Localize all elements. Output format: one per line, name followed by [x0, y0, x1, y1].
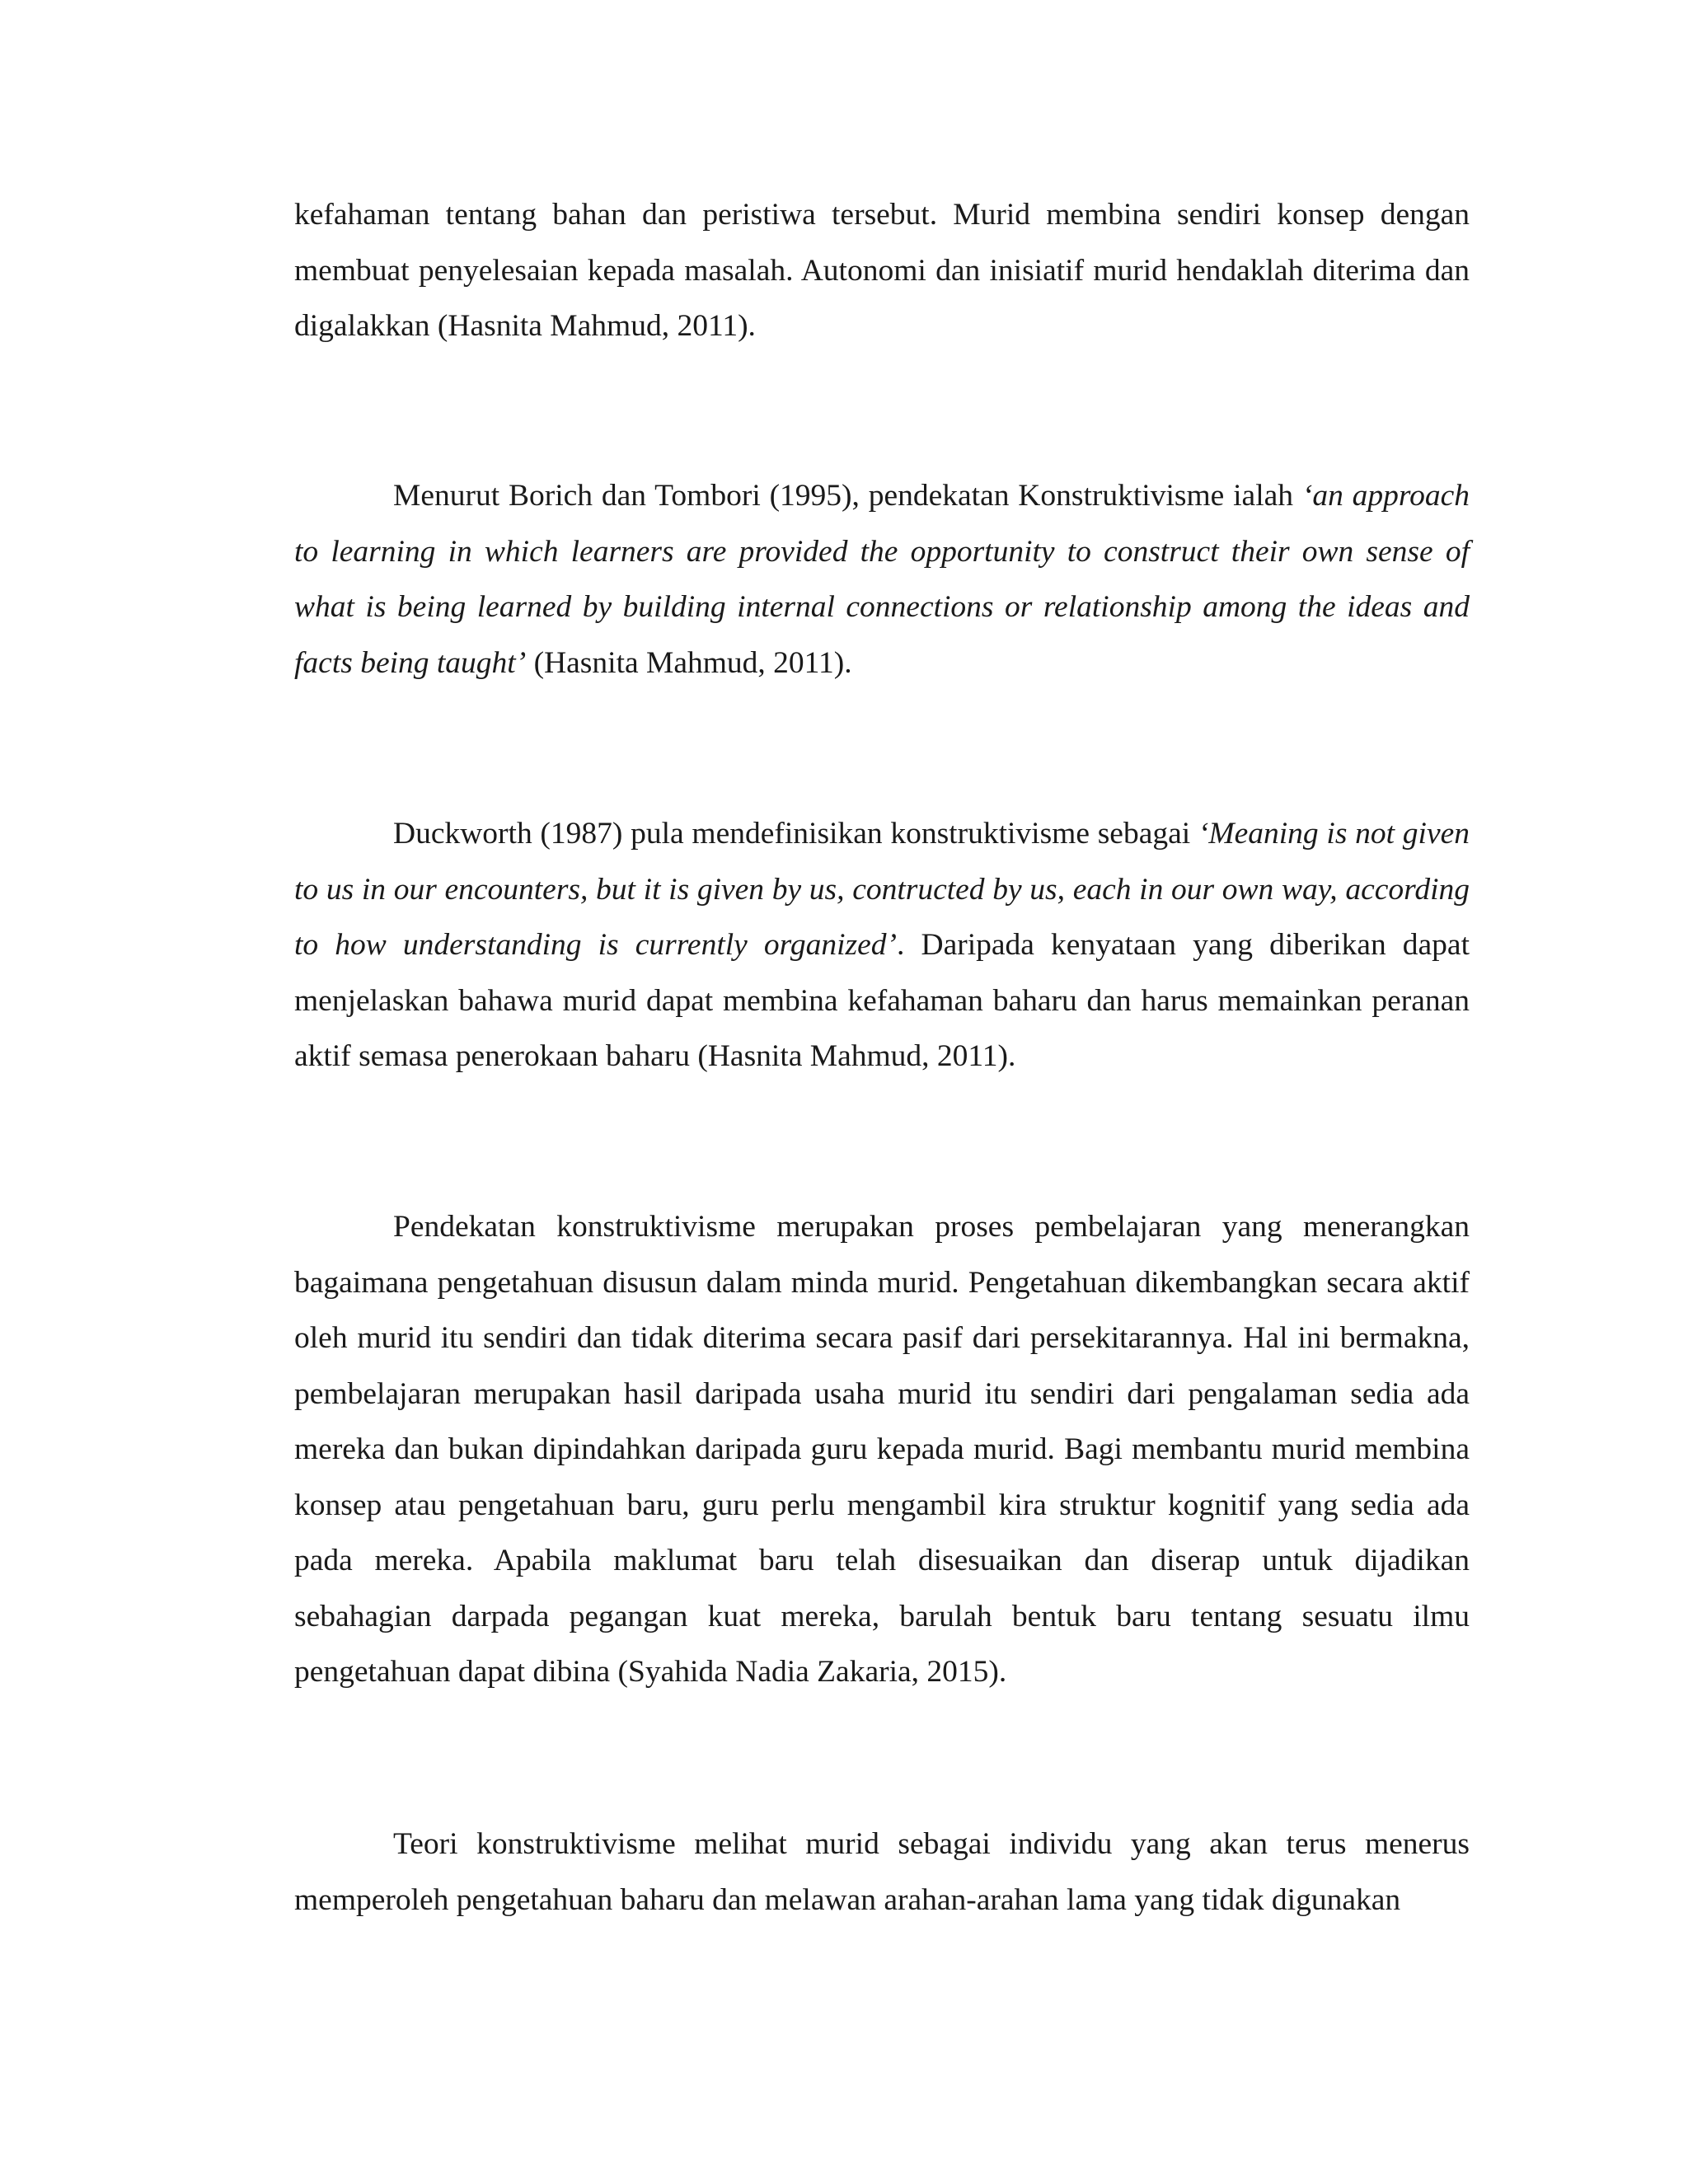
- paragraph-2-intro: Menurut Borich dan Tombori (1995), pendekatan Konstruktivisme ialah: [393, 479, 1302, 513]
- paragraph-2-citation: (Hasnita Mahmud, 2011).: [526, 645, 852, 680]
- paragraph-2-borich-tombori: [294, 468, 1470, 691]
- paragraph-1: kefahaman tentang bahan dan peristiwa tersebut. Murid membina sendiri konsep dengan membuat penyelesaian kepada masalah. Autonomi dan inisiatif murid hendaklah diterima dan digalakkan (Hasnita Mahmud, 2011).: [294, 198, 1470, 343]
- paragraph-2-quote: ‘an approach to learning in which learners are provided the opportunity to construct their own sense of what is being learned by building internal connections or relationship among the ideas and facts being taught’: [294, 479, 1470, 680]
- paragraph-3-quote: ‘Meaning is not given to us in our encounters, but it is given by us, contructed by us, each in our own way, according to how understanding is currently organized’: [294, 817, 1470, 962]
- paragraph-3-continuation: . Daripada kenyataan yang diberikan dapat menjelaskan bahawa murid dapat membina kefahaman baharu dan harus memainkan peranan aktif semasa penerokaan baharu (Hasnita Mahmud, 2011).: [294, 928, 1470, 1073]
- paragraph-3-intro: Duckworth (1987) pula mendefinisikan konstruktivisme sebagai: [393, 817, 1198, 851]
- paragraph-3-duckworth: [294, 806, 1470, 1085]
- paragraph-4: Pendekatan konstruktivisme merupakan proses pembelajaran yang menerangkan bagaimana pengetahuan disusun dalam minda murid. Pengetahuan dikembangkan secara aktif oleh murid itu sendiri dan tidak diterima secara pasif dari persekitarannya. Hal ini bermakna, pembelajaran merupakan hasil daripada usaha murid itu sendiri dari pengalaman sedia ada mereka dan bukan dipindahkan daripada guru kepada murid. Bagi membantu murid membina konsep atau pengetahuan baru, guru perlu mengambil kira struktur kognitif yang sedia ada pada mereka. Apabila maklumat baru telah disesuaikan dan diserap untuk dijadikan sebahagian darpada pegangan kuat mereka, barulah bentuk baru tentang sesuatu ilmu pengetahuan dapat dibina (Syahida Nadia Zakaria, 2015).: [294, 1210, 1470, 1689]
- paragraph-5: Teori konstruktivisme melihat murid sebagai individu yang akan terus menerus memperoleh pengetahuan baharu dan melawan arahan-arahan lama yang tidak digunakan: [294, 1827, 1470, 1917]
